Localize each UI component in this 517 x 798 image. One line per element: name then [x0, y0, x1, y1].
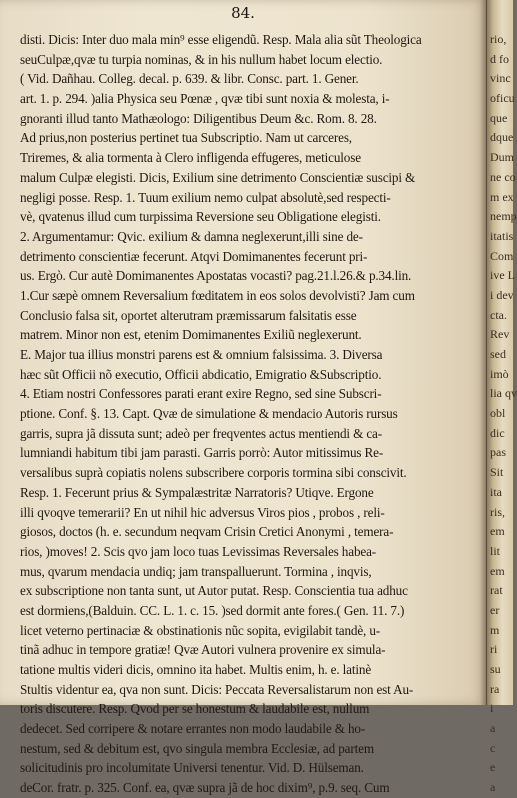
text-line: lumniandi habitum tibi jam parasti. Garris porrò: Autor mitissimus Re-	[20, 445, 384, 461]
adjacent-page-fragment: que	[490, 110, 508, 125]
adjacent-page-fragment: m	[490, 622, 500, 637]
adjacent-page-fragment: vinc	[490, 71, 511, 86]
text-line: dedecet. Sed corripere & notare errantes non modo laudabile & ho-	[20, 721, 366, 737]
text-line: giosos, doctos (h. e. secundum neqvam Crisin Cretici Anonymi , temera-	[20, 524, 394, 540]
adjacent-page-fragment: dque	[490, 130, 514, 145]
main-text-block	[20, 30, 478, 798]
adjacent-page-fragment: imò	[490, 366, 509, 381]
text-line: matrem. Minor non est, etenim Domimanentes Exiliũ neglexerunt.	[20, 327, 362, 343]
adjacent-page-fragment: m ex	[490, 189, 514, 204]
text-line: toris discutere. Resp. Qvod per se honestum & laudabile est, nullum	[20, 701, 370, 717]
text-line: gnoranti illud tanto Mathæologo: Diligentibus Deum &c. Rom. 8. 28.	[20, 110, 377, 126]
adjacent-page-fragment: lia qv	[490, 386, 517, 401]
text-line: 1.Cur sæpè omnem Reversalium fœditatem in eos solos devolvisti? Jam cum	[20, 287, 415, 303]
adjacent-page-fragment: ive L	[490, 268, 515, 283]
adjacent-page-fragment: em	[490, 563, 505, 578]
text-line: 4. Etiam nostri Confessores parati erant exire Regno, sed sine Subscri-	[20, 386, 382, 402]
adjacent-page-fragment: ra	[490, 681, 500, 696]
text-line: tinã adhuc in tempore gratiæ! Qvæ Autori vulnera provenire ex simula-	[20, 642, 386, 658]
text-line: garris, supra jã dissuta sunt; adeò per freqventes actus mentiendi & ca-	[20, 425, 382, 441]
text-line: hæc sũt Officii nõ executio, Officii abdicatio, Emigratio &Subscriptio.	[20, 366, 382, 382]
text-line: nestum, sed & debitum est, qvo singula membra Ecclesiæ, ad partem	[20, 740, 374, 756]
adjacent-page-fragment: rio,	[490, 32, 507, 46]
text-line: ( Vid. Dañhau. Colleg. decal. p. 639. & libr. Consc. part. 1. Gener.	[20, 71, 359, 87]
text-line: art. 1. p. 294. )alia Physica seu Pœnæ , qvæ tibi sunt noxia & molesta, i-	[20, 91, 390, 107]
adjacent-page-fragment: dic	[490, 425, 505, 440]
adjacent-page-edge	[486, 0, 517, 795]
adjacent-page-fragment: ris,	[490, 504, 505, 519]
adjacent-page-fragment: sed	[490, 347, 506, 361]
adjacent-page-fragment: itatis	[490, 228, 514, 243]
adjacent-page-text	[487, 0, 517, 798]
text-line: negligi posse. Resp. 1. Tuum exilium nemo culpat absolutè,sed respecti-	[20, 189, 391, 205]
adjacent-page-fragment: obl	[490, 406, 506, 421]
text-line: mus, qvarum mendacia undiq; jam transpalluerunt. Tormina , inqvis,	[20, 563, 372, 579]
adjacent-page-fragment: a	[490, 780, 496, 795]
text-line: ex subscriptione non tanta sunt, ut Autor putat. Resp. Conscientia tua adhuc	[20, 583, 408, 599]
adjacent-page-fragment: pas	[490, 445, 506, 460]
text-line: ptione. Conf. §. 13. Capt. Qvæ de simulatione & mendacio Autoris rursus	[20, 406, 398, 422]
text-line: Conclusio falsa sit, oportet alterutram præmissarum falsitatis esse	[20, 307, 357, 323]
text-line: versalibus suprà copiatis nolens subscribere corporis tormina sibi conscivit.	[20, 465, 407, 481]
adjacent-page-fragment: Dum	[490, 150, 514, 165]
text-line: Resp. 1. Fecerunt prius & Sympalæstritæ Narratoris? Utiqve. Ergone	[20, 484, 374, 500]
adjacent-page-fragment: Sit	[490, 465, 504, 480]
adjacent-page-fragment: em	[490, 524, 505, 539]
adjacent-page-fragment: rat	[490, 583, 503, 598]
adjacent-page-fragment: ita	[490, 484, 502, 499]
adjacent-page-fragment: i dev	[490, 287, 514, 302]
adjacent-page-fragment: a	[490, 721, 496, 736]
text-line: solicitudinis pro incolumitate Universi tenentur. Vid. D. Hülseman.	[20, 760, 364, 776]
adjacent-page-fragment: ri	[490, 642, 498, 657]
adjacent-page-fragment: cta.	[490, 307, 507, 322]
adjacent-page-fragment: su	[490, 662, 501, 676]
text-line: illi qvoqve temerarii? En ut nihil hic adversus Viros pios , probos , reli-	[20, 504, 385, 520]
adjacent-page-fragment: i	[490, 701, 494, 716]
adjacent-page-fragment: Com	[490, 248, 514, 263]
text-line: seuCulpæ,qvæ tu turpia nominas, & in his nullum habet locum electio.	[20, 51, 383, 67]
text-line: Stultis videntur ea, qva non sunt. Dicis: Peccata Reversalistarum non est Au-	[20, 681, 414, 697]
text-line: tatione multis videri dicis, omnino ita habet. Multis enim, h. e. latinè	[20, 662, 372, 677]
adjacent-page-fragment: c	[490, 740, 496, 755]
adjacent-page-fragment: oficu	[490, 91, 515, 106]
text-line: 2. Argumentamur: Qvic. exilium & damna neglexerunt,illi sine de-	[20, 228, 363, 244]
text-line: malum Culpæ elegisti. Dicis, Exilium sine detrimento Conscientiæ suscipi &	[20, 169, 416, 185]
text-line: deCor. fratr. p. 325. Conf. ea, qvæ supra jã de hoc dixim⁹, p.9. seq. Cum	[20, 780, 390, 796]
text-line: detrimento conscientiæ fecerunt. Atqvi Domimanentes fecerunt pri-	[20, 248, 368, 264]
text-line: licet veterno pertinaciæ & obstinationis nũc sopita, evigilabit tandè, u-	[20, 622, 381, 638]
page-number: 84.	[231, 4, 255, 22]
adjacent-page-fragment: lit	[490, 543, 501, 558]
adjacent-page-fragment: Rev	[490, 327, 510, 342]
adjacent-page-fragment: ne co	[490, 169, 516, 184]
text-line: vè, qvatenus illud cum turpissima Reversione seu Obligatione elegisti.	[20, 209, 381, 225]
adjacent-page-fragment: e	[490, 760, 496, 775]
text-line: Ad prius,non posterius pertinet tua Subscriptio. Nam ut carceres,	[20, 130, 352, 146]
text-line: est dormiens,(Balduin. CC. L. 1. c. 15. )sed dormit ante fores.( Gen. 11. 7.)	[20, 602, 405, 618]
adjacent-page-fragment: nemp	[490, 209, 517, 224]
adjacent-page-fragment: er	[490, 602, 500, 617]
adjacent-page-fragment: d fo	[490, 51, 509, 66]
text-line: E. Major tua illius monstri parens est & omnium falsissima. 3. Diversa	[20, 347, 383, 362]
text-line: rios, )moves! 2. Scis qvo jam loco tuas Levissimas Reversales habea-	[20, 543, 377, 559]
text-line: disti. Dicis: Inter duo mala min⁹ esse eligendũ. Resp. Mala alia sũt Theologica	[20, 32, 422, 47]
text-line: us. Ergò. Cur autè Domimanentes Apostatas vocasti? pag.21.l.26.& p.34.lin.	[20, 268, 412, 284]
text-line: Triremes, & alia tormenta à Clero infligenda effugeres, meticulose	[20, 150, 361, 166]
